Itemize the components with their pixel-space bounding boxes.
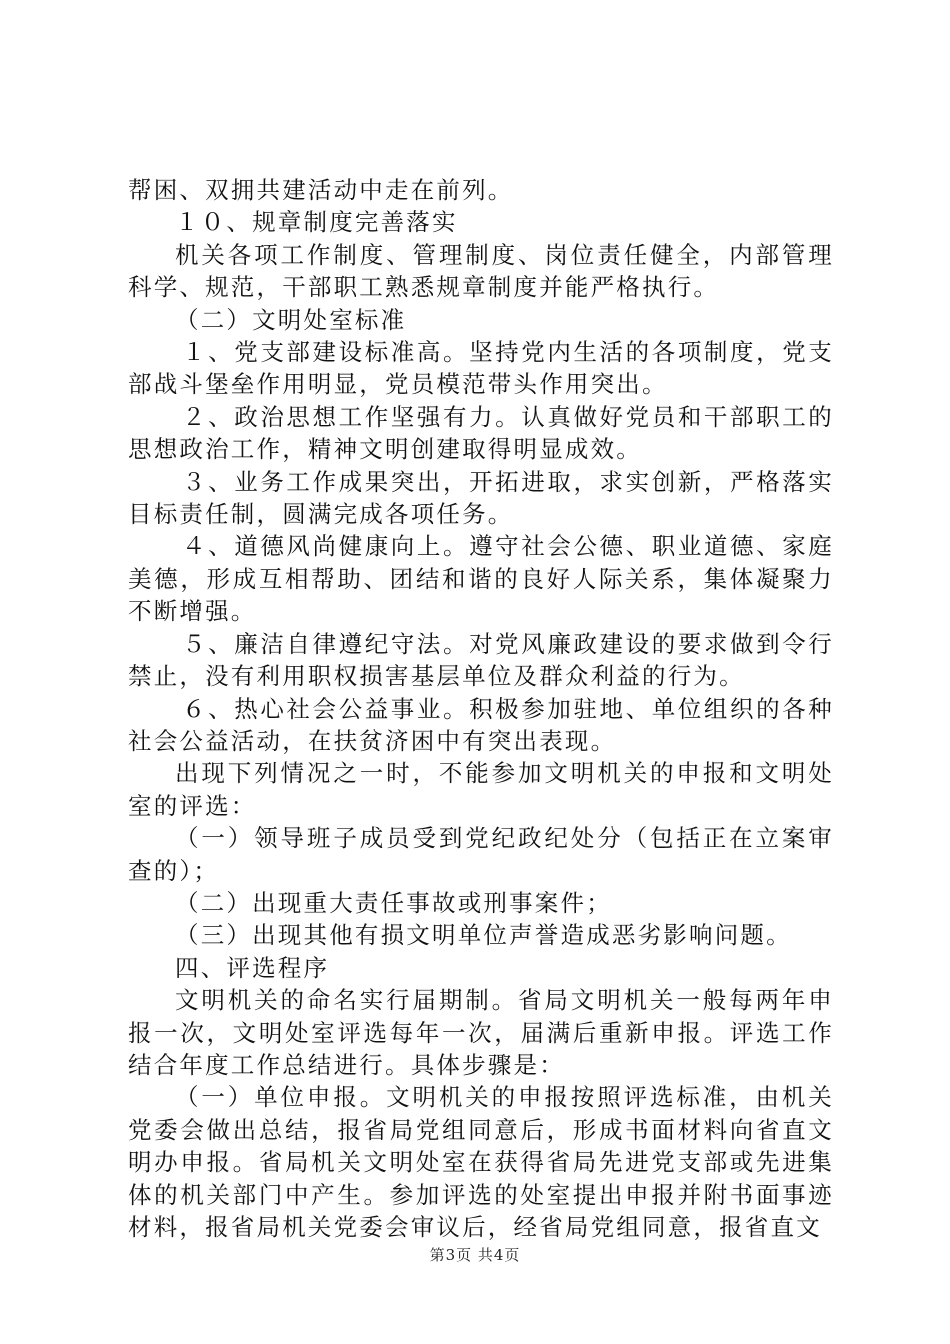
section-heading-civilized-office: （二）文明处室标准 [175, 305, 407, 334]
list-item-6: ６、热心社会公益事业。积极参加驻地、单位组织的各种社会公益活动，在扶贫济困中有突出表现。 [128, 694, 834, 755]
exclusion-item-1: （一）领导班子成员受到党纪政纪处分（包括正在立案审查的）； [128, 824, 834, 885]
paragraph-procedure-intro: 文明机关的命名实行届期制。省局文明机关一般每两年申报一次，文明处室评选每年一次，届满后重新申报。评选工作结合年度工作总结进行。具体步骤是： [128, 986, 834, 1079]
list-item-4: ４、道德风尚健康向上。遵守社会公德、职业道德、家庭美德，形成互相帮助、团结和谐的良好人际关系，集体凝聚力不断增强。 [128, 532, 834, 626]
page-number-footer: 第3页 共4页 [429, 1246, 521, 1264]
paragraph-unit-declaration: （一）单位申报。文明机关的申报按照评选标准，由机关党委会做出总结，报省局党组同意后，形成书面材料向省直文明办申报。省局机关文明处室在获得省局先进党支部或先进集体的机关部门中产生。参加评选的处室提出申报并附书面事迹材料，报省局机关党委会审议后，经省局党组同意，报省直文 [128, 1083, 834, 1241]
list-item-5: ５、廉洁自律遵纪守法。对党风廉政建设的要求做到令行禁止，没有利用职权损害基层单位及群众利益的行为。 [128, 629, 834, 691]
section-heading-procedure: 四、评选程序 [175, 953, 330, 982]
exclusion-item-2: （二）出现重大责任事故或刑事案件； [175, 888, 612, 917]
paragraph-exclusions-intro: 出现下列情况之一时，不能参加文明机关的申报和文明处室的评选： [128, 759, 834, 820]
list-item-1: １、党支部建设标准高。坚持党内生活的各项制度，党支部战斗堡垒作用明显，党员模范带头作用突出。 [128, 338, 834, 399]
paragraph-continuation: 帮困、双拥共建活动中走在前列。 [128, 176, 514, 204]
paragraph-rules-body: 机关各项工作制度、管理制度、岗位责任健全，内部管理科学、规范，干部职工熟悉规章制度并能严格执行。 [128, 240, 834, 302]
paragraph-heading-rules: １０、规章制度完善落实 [175, 208, 458, 237]
document-body [128, 174, 834, 1243]
list-item-2: ２、政治思想工作坚强有力。认真做好党员和干部职工的思想政治工作，精神文明创建取得明显成效。 [128, 402, 834, 464]
list-item-3: ３、业务工作成果突出，开拓进取，求实创新，严格落实目标责任制，圆满完成各项任务。 [128, 467, 834, 529]
exclusion-item-3: （三）出现其他有损文明单位声誉造成恶劣影响问题。 [175, 921, 792, 950]
